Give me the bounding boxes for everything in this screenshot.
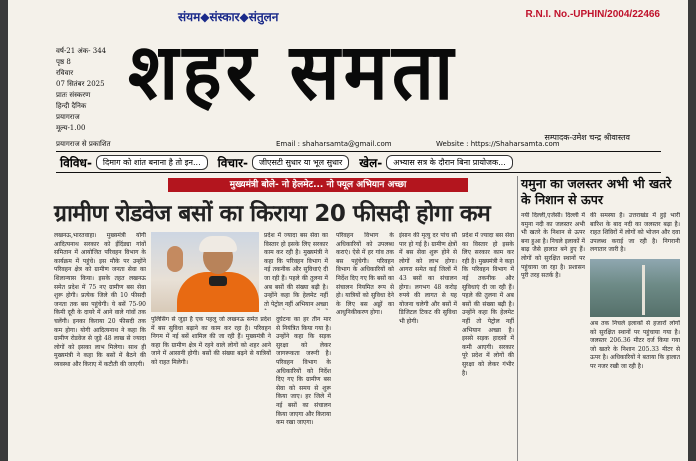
editor-credit: सम्पादक-उमेश चन्द्र श्रीवास्तव [544, 133, 630, 142]
lead-kicker: मुख्यमंत्री बोले- नो हेलमेट... नो फ्यूल अभियान अच्छा [168, 178, 468, 192]
lead-column-5: परिवहन विभाग के अधिकारियों को उपलब्ध कराएं। ऐसे में हर गांव तक बस पहुंचेगी। परिवहन विभाग के अधिकारियों को निर्देश दिए गए कि बसों का संचालन नियमित रूप से हो। यात्रियों को सुविधा देने के लिए बस अड्डों का आधुनिकीकरण होगा। [336, 232, 394, 317]
meta-line: मूल्य-1.00 [56, 124, 86, 132]
ticker-item-khel[interactable]: अभ्यास सत्र के दौरान बिना प्रायोजक... [386, 155, 513, 170]
published-from: प्रयागराज से प्रकाशित [56, 140, 111, 148]
publication-info [56, 140, 656, 149]
section-ticker [56, 151, 661, 173]
ticker-item-vichar[interactable]: जीएसटी सुधार या भूल सुधार [252, 155, 349, 170]
lead-column-3: पुलिसिंग से जुड़ा है एक पहलू जो लखनऊ समेत प्रदेश में बस सुविधा बढ़ाने का काम कर रहा है। परिवहन निगम में नई बसें शामिल की जा रही हैं। मुख्यमंत्री ने कहा कि ग्रामीण क्षेत्र में रहने वाले लोगों को शहर आने जाने में आसानी होगी। बसों की संख्या बढ़ने से यात्रियों को राहत मिलेगी। [151, 316, 271, 366]
ticker-label-khel: खेल- [359, 155, 383, 170]
ticker-label-vichar: विचार- [217, 155, 249, 170]
column-divider [517, 176, 518, 461]
lead-column-1: लखनऊ,भारतवाहा। मुख्यमंत्री योगी आदित्यनाथ सरकार को ईदिंड्या गांवों समितान में आयोजित परिवहन विभाग के कार्यक्रम में पहुंचे। इस मौके पर उन्होंने परिवहन क्षेत्र को ग्रामीण जनता सेवा का शिलान्यास किया। इसके तहत लखनऊ समेत प्रदेश में 75 नए ग्रामीण बस सेवा शुरू होगी। प्रत्येक जिले की 10 फीसदी जनता तक बस पहुंचेगी। ये बसें 75-90 किमी दूरी के दायरे में आने वाले गांवों तक चलेंगी। इनका किराया 20 फीसदी तक कम होगा। योगी आदित्यनाथ ने कहा कि ग्रामीण रोडवेज से जुड़े 48 लाख से ज्यादा लोगों को इसका लाभ मिलेगा। साथ ही मुख्यमंत्री ने कहा कि बसों में बैठने की व्यवस्था और किराए में कटौती की जाएगी। [54, 232, 146, 368]
masthead-logo: शहर समता [128, 26, 458, 118]
ticker-label-vividh: विविध- [60, 155, 92, 170]
water-gauge [642, 265, 645, 315]
meta-line: प्रातः संस्करण [56, 91, 91, 99]
side-column-1: नयी दिल्ली,एजेंसी। दिल्ली में यमुना नदी का जलस्तर अभी भी खतरे के निशान से ऊपर बना हुआ है। निचले इलाकों में बाढ़ जैसे हालात बने हुए हैं। लोगों को सुरक्षित स्थानों पर पहुंचाया जा रहा है। प्रशासन पूरी तरह सतर्क है। [521, 212, 585, 280]
flood-photo [590, 259, 680, 317]
raised-hand [167, 246, 183, 272]
cm-photo [151, 232, 259, 312]
hair [199, 236, 237, 252]
lead-column-4: दुर्घटना का हर तीन मार से नियंत्रित किया गया है। उन्होंने कहा कि सड़क सुरक्षा को लेकर जागरूकता जरूरी है। परिवहन विभाग के अधिकारियों को निर्देश दिए गए कि ग्रामीण बस सेवा को समय से शुरू किया जाए। हर जिले में नई बसों का संचालन किया जाएगा और किराया कम रखा जाएगा। [276, 316, 331, 427]
lead-column-7: प्रदेश में ज्यादा बस सेवा का विस्तार हो इसके लिए सरकार काम कर रही है। मुख्यमंत्री ने कहा कि परिवहन विभाग में नई तकनीक और सुविधाएं दी जा रही हैं। पहले की तुलना में अब बसों की संख्या बढ़ी है। उन्होंने कहा कि हेलमेट नहीं तो पेट्रोल नहीं अभियान अच्छा है। इससे सड़क हादसों में कमी आएगी। सरकार पूरे प्रदेश में लोगों की सुरक्षा को लेकर गंभीर है। [462, 232, 514, 377]
meta-line: रविवार [56, 69, 74, 77]
rni-number: R.N.I. No.-UPHIN/2004/22466 [525, 9, 660, 20]
tagline: संयम◆संस्कार◆संतुलन [178, 10, 279, 24]
meta-line: पृष्ठ 8 [56, 58, 71, 66]
lead-column-6: इंसान की मृत्यु दर पांच सौ पार हो गई है। ग्रामीण क्षेत्रों में बस सेवा शुरू होने से लोगों को लाभ होगा। आगरा समेत कई जिलों में 43 बसों का संचालन होगा। लगभग 48 करोड़ रुपये की लागत से यह योजना चलेगी और बसों में डिजिटल टिकट की सुविधा भी होगी। [399, 232, 457, 325]
lead-column-2: प्रदेश में ज्यादा बस सेवा का विस्तार हो इसके लिए सरकार काम कर रही है। मुख्यमंत्री ने कहा कि परिवहन विभाग में नई तकनीक और सुविधाएं दी जा रही हैं। पहले की तुलना में अब बसों की संख्या बढ़ी है। उन्होंने कहा कि हेलमेट नहीं तो पेट्रोल नहीं अभियान अच्छा [264, 232, 328, 308]
meta-line: हिन्दी दैनिक [56, 102, 87, 110]
side-column-2: की समस्या है। उत्तराखंड में हुई भारी बारिश के बाद नदी का जलस्तर बढ़ा है। राहत शिविरों में लोगों को भोजन और दवा उपलब्ध कराई जा रही है। निगरानी लगातार जारी है। [590, 212, 680, 254]
newspaper-page [8, 0, 688, 461]
email-link[interactable]: Email : shaharsamta@gmail.com [276, 140, 392, 148]
meta-line: प्रयागराज [56, 113, 80, 121]
lead-headline[interactable]: ग्रामीण रोडवेज बसों का किराया 20 फीसदी होगा कम [54, 201, 491, 227]
side-headline[interactable]: यमुना का जलस्तर अभी भी खतरे के निशान से ऊपर [521, 176, 672, 207]
ticker-item-vividh[interactable]: दिमाग को शांत बनाना है तो इन... [96, 155, 208, 170]
microphone-icon [209, 276, 227, 286]
website-link[interactable]: Website : https://Shaharsamta.com [436, 140, 560, 148]
issue-meta [56, 46, 106, 134]
meta-line: 07 सितंबर 2025 [56, 80, 105, 88]
side-column-3: अब तक निचले इलाकों से हजारों लोगों को सुरक्षित स्थानों पर पहुंचाया गया है। जलस्तर 206.36 मीटर दर्ज किया गया जो खतरे के निशान 205.33 मीटर से ऊपर है। अधिकारियों ने बताया कि हालात पर नजर रखी जा रही है। [590, 320, 680, 370]
meta-line: वर्ष-21 अंक- 344 [56, 47, 107, 55]
